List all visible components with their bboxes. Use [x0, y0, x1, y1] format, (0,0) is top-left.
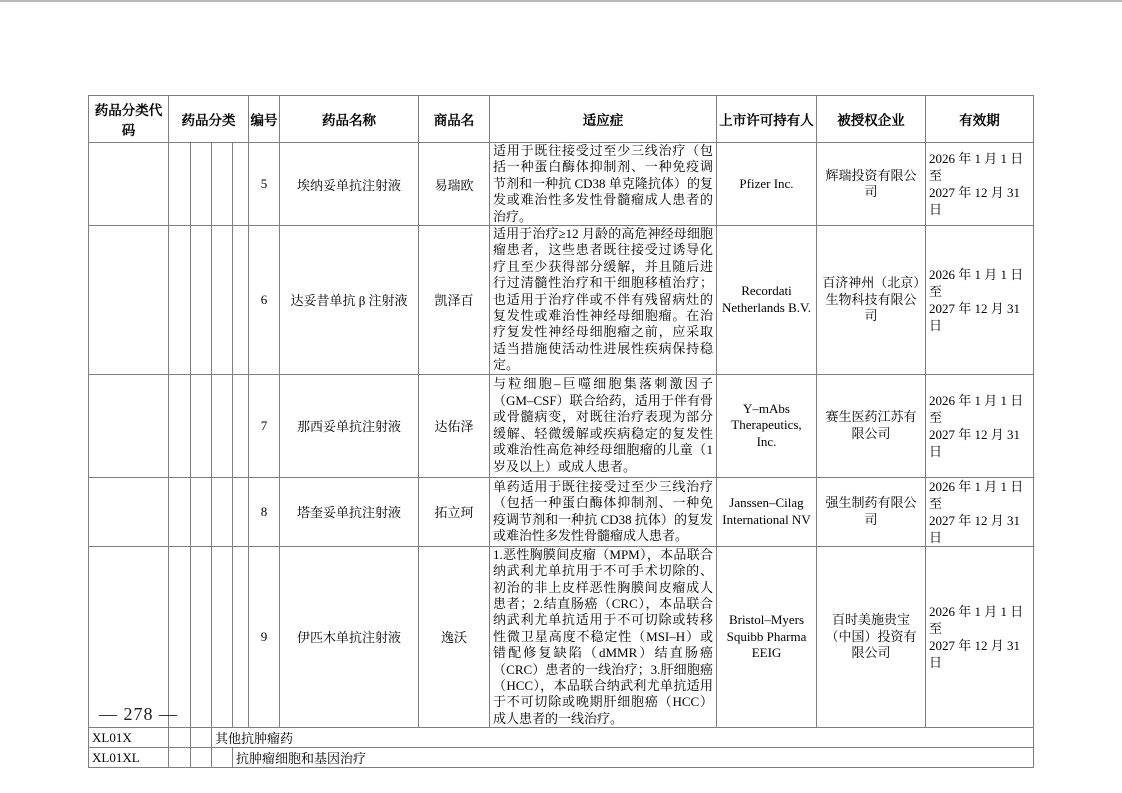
cell-code: [89, 546, 169, 727]
cell-authorized: 赛生医药江苏有限公司: [817, 374, 926, 477]
cell-category: [169, 728, 191, 748]
cell-validity: [926, 477, 1034, 546]
table-row: [89, 143, 1034, 226]
cell-validity: [926, 374, 1034, 477]
validity-line: 2027 年 12 月 31 日: [929, 512, 1021, 545]
cell-authorized: 百时美施贵宝（中国）投资有限公司: [817, 546, 926, 727]
cell-authorized: 辉瑞投资有限公司: [817, 143, 926, 226]
cell-drug-name: 达妥昔单抗 β 注射液: [280, 226, 419, 375]
col-header-serial: 编号: [249, 96, 280, 143]
validity-line: 2027 年 12 月 31 日: [929, 426, 1021, 459]
cell-category-label: 抗肿瘤细胞和基因治疗: [233, 748, 1034, 768]
cell-category: [212, 374, 233, 477]
cell-validity: [926, 546, 1034, 727]
cell-category: [191, 143, 212, 226]
col-header-authorized: 被授权企业: [817, 96, 926, 143]
col-header-category: 药品分类: [169, 96, 249, 143]
cell-category: [212, 143, 233, 226]
cell-drug-name: 那西妥单抗注射液: [280, 374, 419, 477]
cell-authorized: 百济神州（北京）生物科技有限公司: [817, 226, 926, 375]
cell-holder: Bristol–Myers Squibb Pharma EEIG: [717, 546, 817, 727]
cell-category: [212, 477, 233, 546]
cell-trade-name: 逸沃: [419, 546, 490, 727]
cell-code: XL01X: [89, 728, 169, 748]
validity-line: 2026 年 1 月 1 日至: [929, 603, 1024, 636]
cell-indication: 单药适用于既往接受过至少三线治疗（包括一种蛋白酶体抑制剂、一种免疫调节剂和一种抗 CD38 抗体）的复发或难治性多发性骨髓瘤成人患者。: [490, 477, 717, 546]
validity-line: 2027 年 12 月 31 日: [929, 300, 1021, 333]
cell-code: [89, 143, 169, 226]
table-row: [89, 546, 1034, 727]
cell-code: [89, 477, 169, 546]
validity-line: 2027 年 12 月 31 日: [929, 637, 1021, 670]
validity-line: 2026 年 1 月 1 日至: [929, 266, 1024, 299]
cell-validity: [926, 226, 1034, 375]
validity-line: 2026 年 1 月 1 日至: [929, 478, 1024, 511]
cell-category-label: 其他抗肿瘤药: [212, 728, 1034, 748]
cell-category: [191, 477, 212, 546]
cell-category: [212, 546, 233, 727]
table-row: [89, 374, 1034, 477]
cell-category: [169, 226, 191, 375]
cell-category: [169, 546, 191, 727]
cell-category: [169, 374, 191, 477]
header-row: [89, 96, 1034, 143]
page-top-edge: [0, 0, 1122, 2]
col-header-indication: 适应症: [490, 96, 717, 143]
table-row: [89, 226, 1034, 375]
cell-category: [169, 477, 191, 546]
cell-category: [233, 546, 249, 727]
cell-code: XL01XL: [89, 748, 169, 768]
cell-category: [191, 546, 212, 727]
cell-indication: 适用于治疗≥12 月龄的高危神经母细胞瘤患者，这些患者既往接受过诱导化疗且至少获得部分缓解，并且随后进行过清髓性治疗和干细胞移植治疗；也适用于治疗伴或不伴有残留病灶的复发性或难治性神经母细胞瘤。在治疗复发性神经母细胞瘤之前，应采取适当措施使活动性进展性疾病保持稳定。: [490, 226, 717, 375]
validity-line: 2027 年 12 月 31 日: [929, 185, 1021, 218]
cell-category: [233, 226, 249, 375]
drug-table: [88, 95, 1034, 768]
cell-indication: 适用于既往接受过至少三线治疗（包括一种蛋白酶体抑制剂、一种免疫调节剂和一种抗 CD38 单克隆抗体）的复发或难治性多发性骨髓瘤成人患者的治疗。: [490, 143, 717, 226]
cell-serial: 5: [249, 143, 280, 226]
cell-serial: 6: [249, 226, 280, 375]
category-row: [89, 748, 1034, 768]
cell-serial: 8: [249, 477, 280, 546]
cell-category: [233, 477, 249, 546]
cell-authorized: 强生制药有限公司: [817, 477, 926, 546]
cell-code: [89, 374, 169, 477]
cell-category: [191, 748, 212, 768]
cell-code: [89, 226, 169, 375]
cell-category: [233, 143, 249, 226]
cell-category: [191, 226, 212, 375]
cell-indication: 与粒细胞–巨噬细胞集落刺激因子（GM–CSF）联合给药，适用于伴有骨或骨髓病变，对既往治疗表现为部分缓解、轻微缓解或疾病稳定的复发性或难治性高危神经母细胞瘤的儿童（1 岁及以上）或成人患者。: [490, 374, 717, 477]
cell-indication: 1.恶性胸膜间皮瘤（MPM），本品联合纳武利尤单抗用于不可手术切除的、初治的非上皮样恶性胸膜间皮瘤成人患者；2.结直肠癌（CRC），本品联合纳武利尤单抗适用于不可切除或转移性微卫星高度不稳定性（MSI–H）或错配修复缺陷（dMMR）结直肠癌（CRC）患者的一线治疗；3.肝细胞癌（HCC），本品联合纳武利尤单抗适用于不可切除或晚期肝细胞癌（HCC）成人患者的一线治疗。: [490, 546, 717, 727]
table-row: [89, 477, 1034, 546]
page-number: — 278 —: [99, 704, 178, 724]
cell-drug-name: 塔奎妥单抗注射液: [280, 477, 419, 546]
col-header-holder: 上市许可持有人: [717, 96, 817, 143]
cell-category: [169, 748, 191, 768]
cell-category: [169, 143, 191, 226]
cell-category: [191, 374, 212, 477]
col-header-drug-name: 药品名称: [280, 96, 419, 143]
cell-holder: Y–mAbs Therapeutics, Inc.: [717, 374, 817, 477]
validity-line: 2026 年 1 月 1 日至: [929, 392, 1024, 425]
cell-trade-name: 凯泽百: [419, 226, 490, 375]
cell-validity: [926, 143, 1034, 226]
cell-holder: Pfizer Inc.: [717, 143, 817, 226]
cell-trade-name: 拓立珂: [419, 477, 490, 546]
cell-holder: Recordati Netherlands B.V.: [717, 226, 817, 375]
cell-category: [233, 374, 249, 477]
col-header-code: 药品分类代码: [89, 96, 169, 143]
cell-drug-name: 伊匹木单抗注射液: [280, 546, 419, 727]
cell-category: [191, 728, 212, 748]
validity-line: 2026 年 1 月 1 日至: [929, 151, 1024, 184]
cell-serial: 7: [249, 374, 280, 477]
cell-serial: 9: [249, 546, 280, 727]
col-header-validity: 有效期: [926, 96, 1034, 143]
cell-category: [212, 748, 233, 768]
category-row: [89, 728, 1034, 748]
cell-trade-name: 达佑泽: [419, 374, 490, 477]
cell-trade-name: 易瑞欧: [419, 143, 490, 226]
cell-drug-name: 埃纳妥单抗注射液: [280, 143, 419, 226]
cell-holder: Janssen–Cilag International NV: [717, 477, 817, 546]
cell-category: [212, 226, 233, 375]
col-header-trade-name: 商品名: [419, 96, 490, 143]
